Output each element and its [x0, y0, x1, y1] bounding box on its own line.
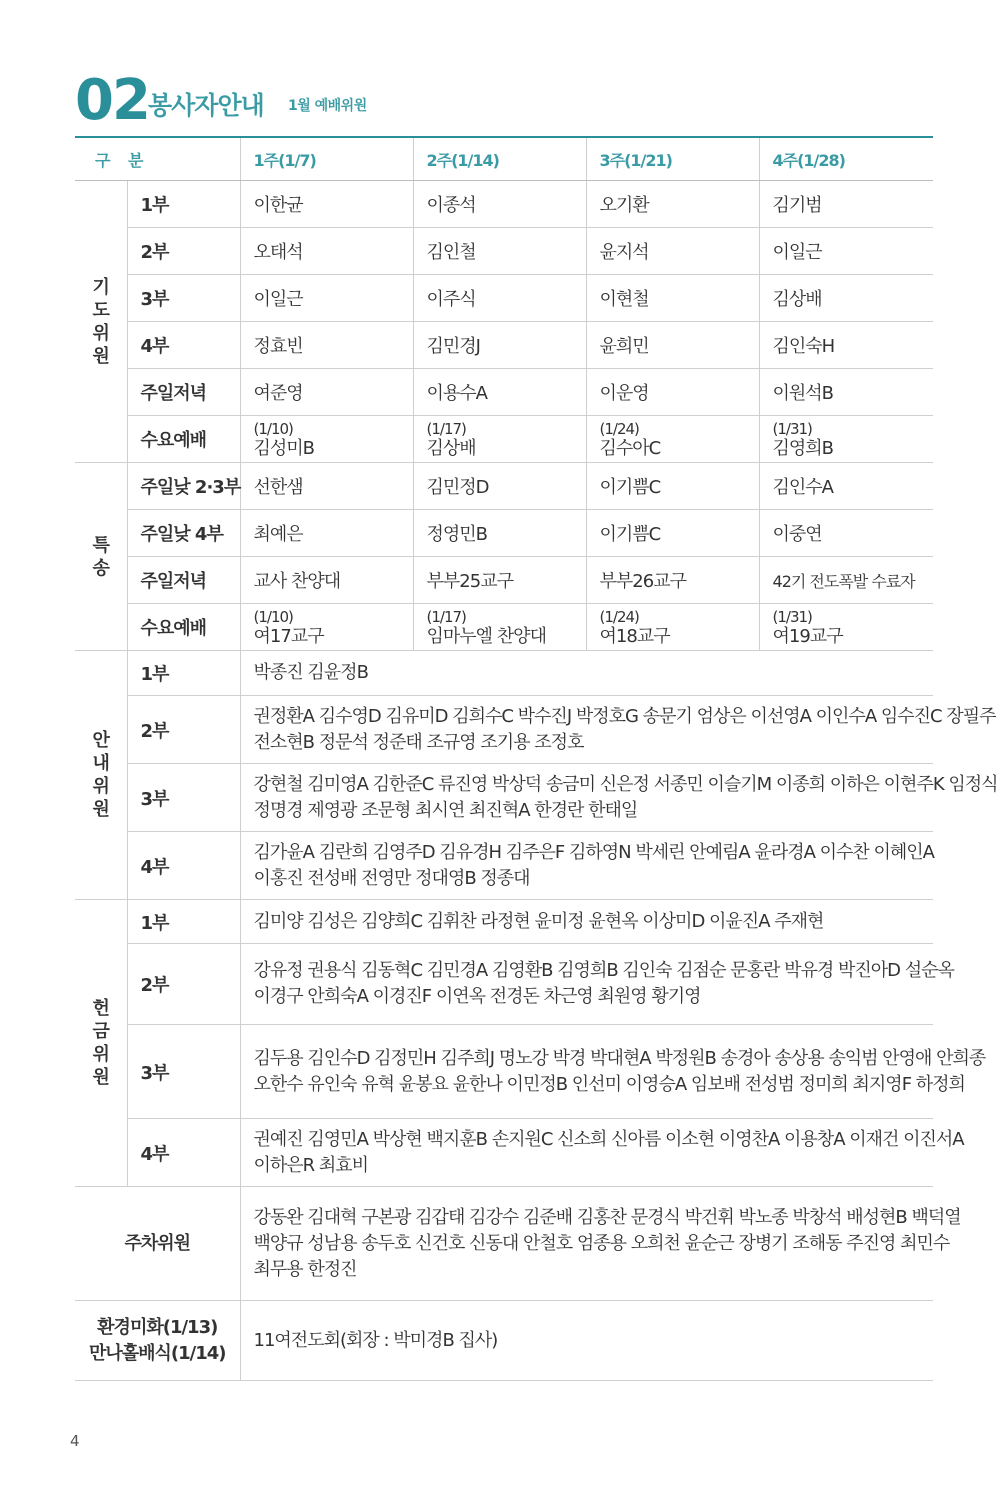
row-label: 2부	[127, 944, 240, 1025]
wednesday-date: (1/17)	[426, 607, 466, 626]
names-line: 강동완 김대혁 구본광 김갑태 김강수 김준배 김홍찬 문경식 박건휘 박노종 박창석 배성현B 백덕열	[253, 1206, 961, 1228]
section-subtitle: 1월 예배위원	[288, 98, 367, 114]
wednesday-name: 김수아C	[599, 437, 661, 459]
name-cell: 이용수A	[413, 369, 586, 416]
wednesday-date: (1/24)	[599, 419, 639, 438]
offering-category-label-char: 헌	[92, 998, 109, 1019]
names-line: 이하은R 최효비	[253, 1154, 369, 1176]
name-cell: 최예은	[240, 510, 413, 557]
table-row	[75, 463, 933, 510]
names-line: 이홍진 전성배 전영만 정대영B 정종대	[253, 867, 530, 889]
name-cell: 김기범	[759, 181, 933, 228]
name-cell: 정영민B	[413, 510, 586, 557]
wednesday-cell	[413, 416, 586, 463]
names-cell	[240, 1025, 986, 1119]
header-category: 구 분	[75, 138, 240, 181]
row-label: 4부	[127, 322, 240, 369]
names-line: 권예진 김영민A 박상현 백지훈B 손지원C 신소희 신아름 이소현 이영찬A 이용창A 이재건 이진서A	[253, 1128, 964, 1150]
row-label: 1부	[127, 651, 240, 696]
table-row	[75, 1187, 933, 1301]
names-line: 김가윤A 김란희 김영주D 김유경H 김주은F 김하영N 박세린 안예림A 윤라경A 이수찬 이혜인A	[253, 841, 935, 863]
name-cell: 이기쁨C	[586, 510, 759, 557]
name-cell: 이일근	[759, 228, 933, 275]
wednesday-cell	[586, 416, 759, 463]
name-cell: 김상배	[759, 275, 933, 322]
wednesday-date: (1/31)	[772, 419, 812, 438]
offering-category-label	[75, 900, 127, 1187]
header-week2: 2주(1/14)	[413, 138, 586, 181]
names-cell	[240, 944, 954, 1025]
prayer-category-label-char: 원	[92, 345, 109, 367]
wednesday-name: 김영희B	[772, 437, 834, 459]
row-label: 3부	[127, 275, 240, 322]
name-cell: 정효빈	[240, 322, 413, 369]
row-label: 수요예배	[127, 416, 240, 463]
name-cell: 이현철	[586, 275, 759, 322]
wednesday-cell	[759, 604, 933, 651]
names-cell	[240, 1119, 964, 1187]
table-row	[75, 228, 933, 275]
name-cell: 이운영	[586, 369, 759, 416]
name-cell: 교사 찬양대	[240, 557, 413, 604]
usher-category-label-char: 원	[92, 799, 109, 820]
names-line: 전소현B 정문석 정준태 조규영 조기용 조정호	[253, 731, 584, 753]
prayer-category-label	[75, 181, 127, 463]
parking-category-label	[75, 1187, 240, 1301]
wednesday-name: 여19교구	[772, 625, 843, 647]
prayer-category-label-char: 기	[92, 276, 109, 298]
wednesday-name: 임마누엘 찬양대	[426, 625, 546, 647]
section-header	[75, 68, 933, 134]
names-cell	[240, 764, 998, 832]
table-row	[75, 651, 933, 696]
name-cell: 부부25교구	[413, 557, 586, 604]
name-cell: 여준영	[240, 369, 413, 416]
wednesday-name: 김성미B	[253, 437, 315, 459]
name-cell: 42기 전도폭발 수료자	[759, 557, 933, 604]
name-cell: 김인숙H	[759, 322, 933, 369]
page-number: 4	[70, 1432, 80, 1450]
name-cell: 이중연	[759, 510, 933, 557]
table-row	[75, 944, 933, 1025]
prayer-category-label-char: 도	[92, 299, 109, 321]
name-cell: 김인수A	[759, 463, 933, 510]
name-cell: 부부26교구	[586, 557, 759, 604]
names-line: 이경구 안희숙A 이경진F 이연옥 전경돈 차근영 최원영 황기영	[253, 986, 701, 1007]
table-row	[75, 557, 933, 604]
wednesday-cell	[413, 604, 586, 651]
names-cell	[240, 651, 933, 696]
names-cell	[240, 1187, 961, 1301]
row-label: 4부	[127, 1119, 240, 1187]
offering-category-label-char: 원	[92, 1067, 109, 1088]
names-line: 김두용 김인수D 김정민H 김주희J 명노강 박경 박대현A 박정원B 송경아 송상용 송익범 안영애 안희종	[253, 1047, 986, 1069]
names-line: 정명경 제영광 조문형 최시연 최진혁A 한경란 한태일	[253, 799, 638, 821]
row-label: 1부	[127, 181, 240, 228]
name-cell: 김인철	[413, 228, 586, 275]
name-cell: 윤희민	[586, 322, 759, 369]
table-row	[75, 696, 933, 764]
usher-category-label-char: 내	[92, 753, 109, 774]
name-cell: 오기환	[586, 181, 759, 228]
name-cell: 선한샘	[240, 463, 413, 510]
usher-category-label-char: 안	[92, 730, 109, 751]
special-category-label	[75, 463, 127, 651]
row-label: 3부	[127, 764, 240, 832]
volunteer-table	[75, 138, 998, 1381]
table-row	[75, 764, 933, 832]
name-cell: 김민정D	[413, 463, 586, 510]
names-line: 박종진 김윤정B	[253, 662, 368, 683]
parking-label: 주차위원	[124, 1232, 191, 1254]
name-cell: 이주식	[413, 275, 586, 322]
name-cell: 이기쁨C	[586, 463, 759, 510]
names-cell	[240, 900, 933, 944]
row-label: 주일낮 2·3부	[127, 463, 240, 510]
row-label: 수요예배	[127, 604, 240, 651]
names-line: 최무용 한정진	[253, 1258, 357, 1280]
names-line: 김미양 김성은 김양희C 김휘찬 라정현 윤미정 윤현옥 이상미D 이윤진A 주재현	[253, 910, 824, 932]
header-week1: 1주(1/7)	[240, 138, 413, 181]
wednesday-name: 김상배	[426, 437, 476, 459]
row-label: 2부	[127, 228, 240, 275]
row-label: 주일낮 4부	[127, 510, 240, 557]
table-row	[75, 1301, 933, 1381]
wednesday-cell	[240, 416, 413, 463]
wednesday-name: 여18교구	[599, 625, 670, 647]
names-line: 권정환A 김수영D 김유미D 김희수C 박수진J 박정호G 송문기 엄상은 이선영A 이인수A 임수진C 장필주	[253, 705, 996, 727]
section-number: 02	[75, 68, 149, 133]
name-cell: 이일근	[240, 275, 413, 322]
table-row	[75, 1119, 933, 1187]
wednesday-date: (1/17)	[426, 419, 466, 438]
prayer-category-label-char: 위	[92, 322, 109, 344]
offering-category-label-char: 위	[92, 1044, 109, 1065]
names-line: 백양규 성남용 송두호 신건호 신동대 안철호 엄종용 오희천 윤순근 장병기 조해동 주진영 최민수	[253, 1232, 950, 1254]
usher-category-label-char: 위	[92, 776, 109, 797]
wednesday-date: (1/10)	[253, 419, 293, 438]
wednesday-cell	[586, 604, 759, 651]
table-row	[75, 369, 933, 416]
table-header-row	[75, 138, 933, 181]
name-cell: 이한균	[240, 181, 413, 228]
name-cell: 윤지석	[586, 228, 759, 275]
row-label: 2부	[127, 696, 240, 764]
table-row	[75, 900, 933, 944]
name-cell: 이원석B	[759, 369, 933, 416]
names-line: 강현철 김미영A 김한준C 류진영 박상덕 송금미 신은정 서종민 이슬기M 이종희 이하은 이현주K 임정식	[253, 773, 998, 795]
table-row	[75, 181, 933, 228]
name-cell: 김민경J	[413, 322, 586, 369]
table-row	[75, 416, 933, 463]
special-category-label-char: 특	[92, 534, 109, 556]
table-row	[75, 832, 933, 900]
row-label: 주일저녁	[127, 557, 240, 604]
env-label-meal: 만나홀배식(1/14)	[88, 1342, 226, 1364]
table-row	[75, 275, 933, 322]
table-row	[75, 510, 933, 557]
env-value: 11여전도회(회장 : 박미경B 집사)	[240, 1301, 933, 1381]
env-label-cleaning: 환경미화(1/13)	[97, 1316, 218, 1338]
wednesday-date: (1/24)	[599, 607, 639, 626]
row-label: 4부	[127, 832, 240, 900]
table-row	[75, 604, 933, 651]
wednesday-cell	[240, 604, 413, 651]
row-label: 주일저녁	[127, 369, 240, 416]
name-cell: 이종석	[413, 181, 586, 228]
names-line: 오한수 유인숙 유혁 윤봉요 윤한나 이민정B 인선미 이영승A 임보배 전성범 정미희 최지영F 하정희	[253, 1073, 965, 1095]
header-week4: 4주(1/28)	[759, 138, 933, 181]
header-week3: 3주(1/21)	[586, 138, 759, 181]
wednesday-cell	[759, 416, 933, 463]
row-label: 1부	[127, 900, 240, 944]
offering-category-label-char: 금	[92, 1021, 109, 1042]
section-title: 봉사자안내	[148, 91, 264, 120]
names-line: 강유정 권용식 김동혁C 김민경A 김영환B 김영희B 김인숙 김점순 문홍란 박유경 박진아D 설순옥	[253, 960, 954, 981]
wednesday-date: (1/10)	[253, 607, 293, 626]
wednesday-name: 여17교구	[253, 625, 324, 647]
row-label: 3부	[127, 1025, 240, 1119]
special-category-label-char: 송	[92, 557, 109, 579]
names-cell	[240, 832, 933, 900]
wednesday-date: (1/31)	[772, 607, 812, 626]
env-category-label	[75, 1301, 240, 1381]
table-row	[75, 1025, 933, 1119]
names-cell	[240, 696, 996, 764]
table-row	[75, 322, 933, 369]
name-cell: 오태석	[240, 228, 413, 275]
usher-category-label	[75, 651, 127, 900]
